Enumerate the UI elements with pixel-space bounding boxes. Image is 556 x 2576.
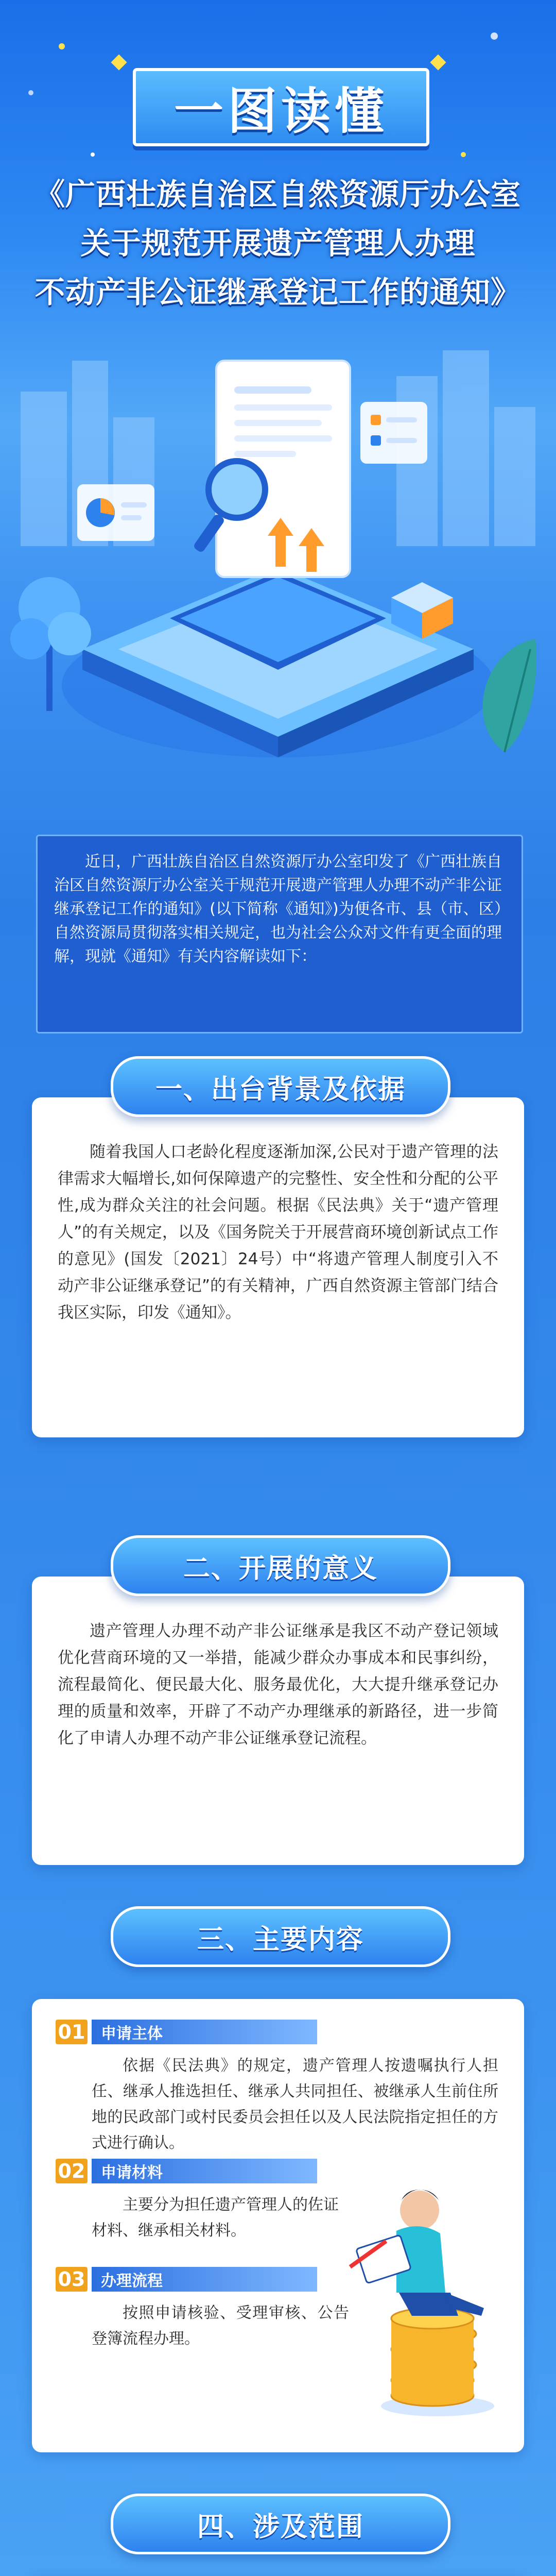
item-1-label: 申请主体 bbox=[92, 2020, 317, 2044]
section-4-header bbox=[111, 2494, 450, 2554]
item-2-number: 02 bbox=[56, 2159, 88, 2183]
section-2-title: 二、开展的意义 bbox=[183, 1553, 378, 1584]
coin-stack-icon bbox=[381, 2308, 494, 2416]
person-on-coins-illustration bbox=[329, 2138, 515, 2427]
hero-title: 一图读懂 bbox=[174, 82, 388, 140]
section-1-header bbox=[111, 1056, 450, 1117]
section-4-title: 四、涉及范围 bbox=[197, 2511, 364, 2543]
section-3-header bbox=[111, 1906, 450, 1967]
item-2-text: 主要分为担任遗产管理人的佐证材料、继承相关材料。 bbox=[92, 2196, 339, 2240]
leaf-icon bbox=[482, 639, 536, 752]
item-1-text: 依据《民法典》的规定，遗产管理人按遗嘱执行人担任、继承人推选担任、继承人共同担任、被继承人生前住所地的民政部门或村民委员会担任以及人民法院指定担任的方式进行确认。 bbox=[92, 2057, 498, 2152]
hero-subtitle-line-2: 关于规范开展遗产管理人办理 bbox=[80, 226, 476, 261]
item-2-label: 申请材料 bbox=[92, 2159, 317, 2183]
intro-text: 近日，广西壮族自治区自然资源厅办公室印发了《广西壮族自治区自然资源厅办公室关于规范开展遗产管理人办理不动产非公证继承登记工作的通知》(以下简称《通知》)为便各市、县（市、区）自然资源局贯彻落实相关规定，也为社会公众对文件有更全面的理解，现就《通知》有关内容解读如下： bbox=[54, 853, 502, 965]
section-1-title: 一、出台背景及依据 bbox=[155, 1074, 406, 1105]
chart-card-icon bbox=[77, 484, 154, 541]
hero-subtitle-line-3: 不动产非公证继承登记工作的通知》 bbox=[34, 275, 521, 310]
hero-subtitle-line-1: 《广西壮族自治区自然资源厅办公室 bbox=[34, 177, 521, 212]
person-icon bbox=[350, 2190, 484, 2316]
hero-illustration bbox=[0, 330, 556, 824]
item-3-label: 办理流程 bbox=[92, 2267, 317, 2292]
section-2-header bbox=[111, 1535, 450, 1596]
section-1-text: 随着我国人口老龄化程度逐渐加深,公民对于遗产管理的法律需求大幅增长,如何保障遗产的完整性、安全性和分配的公平性,成为群众关注的社会问题。根据《民法典》关于“遗产管理人”的有关规定，以及《国务院关于开展营商环境创新试点工作的意见》(国发〔2021〕24号）中“将遗产管理人制度引入不动产非公证继承登记”的有关精神，广西自然资源主管部门结合我区实际，印发《通知》。 bbox=[58, 1143, 498, 1322]
item-3-number: 03 bbox=[56, 2267, 88, 2292]
item-3-text: 按照申请核验、受理审核、公告登簿流程办理。 bbox=[92, 2304, 349, 2348]
hero-title-box bbox=[133, 68, 429, 146]
section-2-text: 遗产管理人办理不动产非公证继承是我区不动产登记领域优化营商环境的又一举措，能减少群众办事成本和民事纠纷，流程最简化、便民最大化、服务最优化，大大提升继承登记办理的质量和效率，开辟了不动产办理继承的新路径，进一步简化了申请人办理不动产非公证继承登记流程。 bbox=[58, 1622, 498, 1748]
checklist-card-icon bbox=[360, 402, 427, 464]
item-1-number: 01 bbox=[56, 2020, 88, 2044]
section-3-title: 三、主要内容 bbox=[197, 1924, 364, 1955]
